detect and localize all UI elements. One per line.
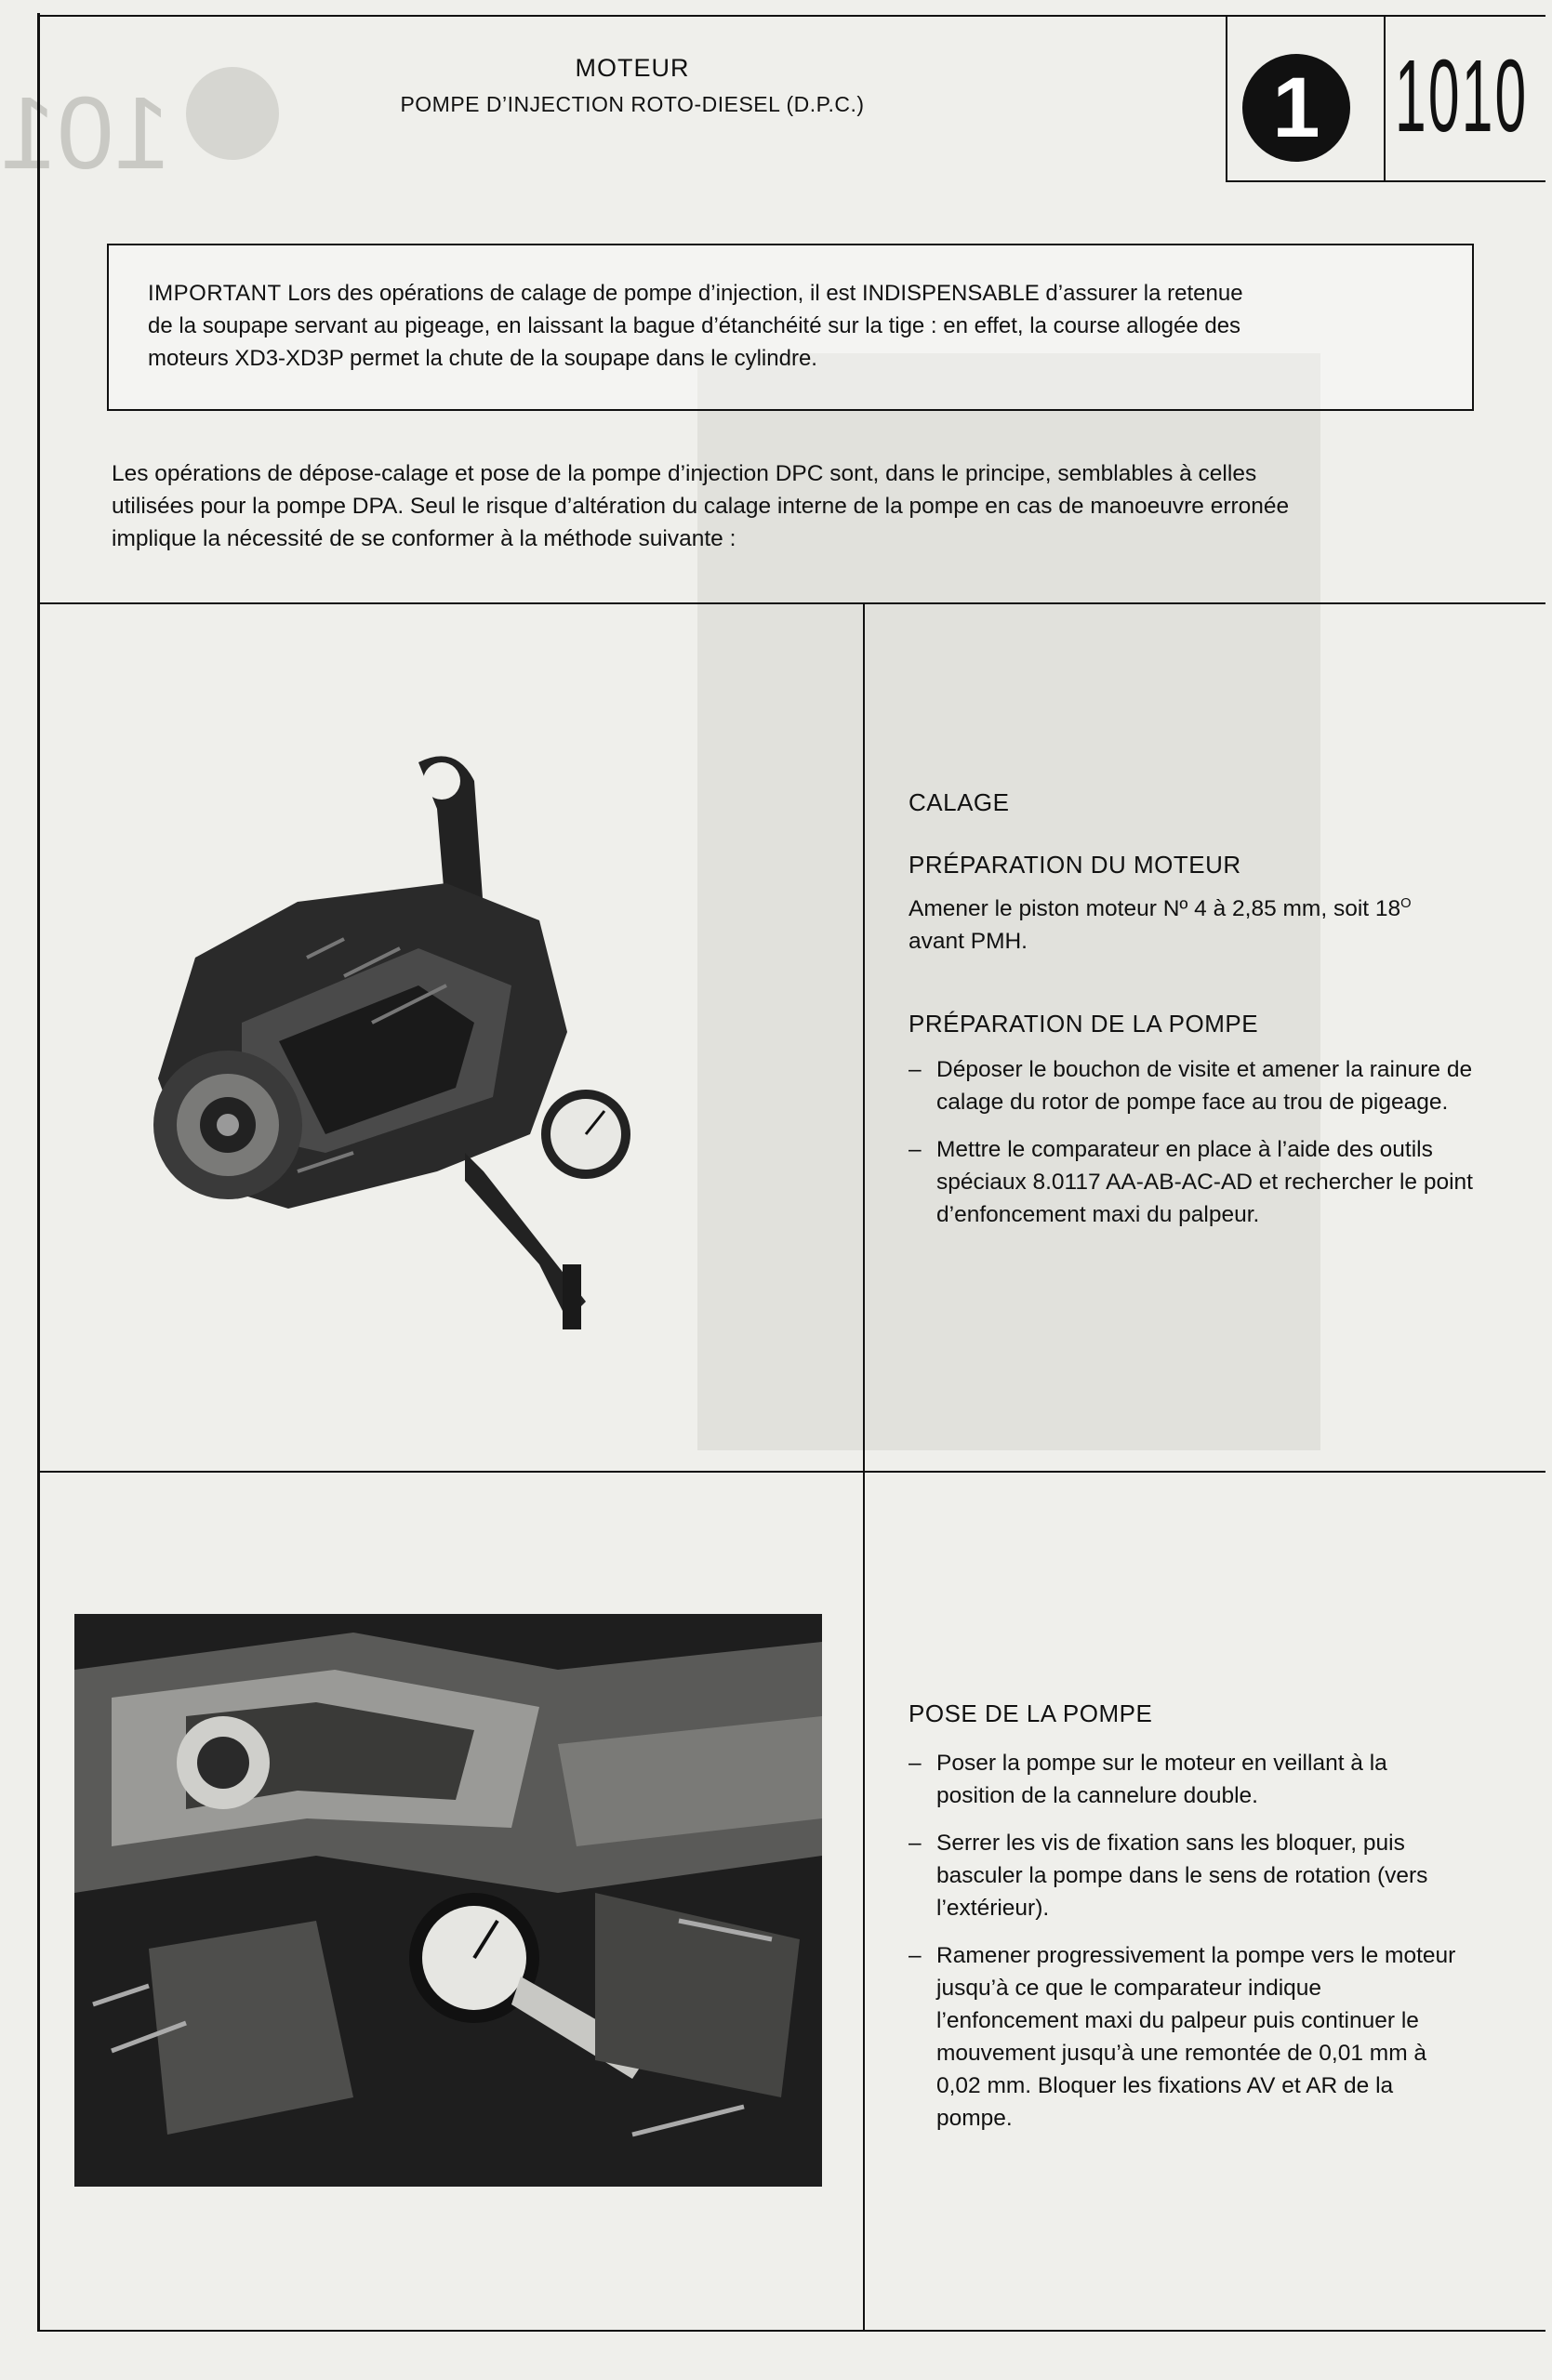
prep-pompe-step-2: – Mettre le comparateur en place à l’aide des outils spéciaux 8.0117 AA-AB-AC-AD et rechercher le point d’enfoncement maxi du palpeur.: [909, 1133, 1504, 1231]
prep-pompe-title: PRÉPARATION DE LA POMPE: [909, 1010, 1259, 1038]
page-subtitle: POMPE D’INJECTION ROTO-DIESEL (D.P.C.): [400, 92, 865, 116]
pose-steps: [909, 1747, 1466, 2135]
section-title: MOTEUR: [575, 54, 690, 82]
prep-moteur-line-1: Amener le piston moteur Nº 4 à 2,85 mm, soit 18: [909, 896, 1401, 921]
pose-step-3: – Ramener progressivement la pompe vers le moteur jusqu’à ce que le comparateur indique l’enfoncement maxi du palpeur puis continuer le mouvement jusqu’à une remontée de 0,01 mm à 0,02 mm. Bloquer les fixations AV et AR de la pompe.: [909, 1939, 1466, 2135]
important-keyword: IMPORTANT: [148, 281, 282, 306]
important-line-1: Lors des opérations de calage de pompe d’injection, il est INDISPENSABLE d’assurer la retenue: [281, 281, 1243, 306]
prep-pompe-step-1: – Déposer le bouchon de visite et amener la rainure de calage du rotor de pompe face au trou de pigeage.: [909, 1053, 1504, 1118]
pose-step-1: – Poser la pompe sur le moteur en veillant à la position de la cannelure double.: [909, 1747, 1466, 1812]
pump-on-engine-photo: [74, 1614, 822, 2187]
header-top-rule: [37, 15, 1545, 17]
intro-line-1: Les opérations de dépose-calage et pose de la pompe d’injection DPC sont, dans le principe, semblables à celles: [112, 461, 1257, 486]
header-divider-right: [1384, 15, 1386, 182]
important-line-3: moteurs XD3-XD3P permet la chute de la soupape dans le cylindre.: [148, 346, 817, 371]
page-bottom-rule: [37, 2330, 1545, 2332]
row-rule-1: [37, 602, 1545, 604]
injection-pump-photo: [139, 744, 716, 1339]
prep-moteur-title: PRÉPARATION DU MOTEUR: [909, 851, 1241, 879]
page-header: [37, 19, 1227, 117]
chapter-number-badge: 1: [1242, 54, 1350, 162]
column-divider: [863, 602, 865, 2332]
prep-moteur-line-2: avant PMH.: [909, 929, 1028, 954]
important-notice: [107, 244, 1474, 411]
calage-title: CALAGE: [909, 788, 1010, 816]
prep-moteur-text: [909, 892, 1513, 958]
intro-paragraph: [112, 457, 1469, 555]
intro-line-2: utilisées pour la pompe DPA. Seul le risque d’altération du calage interne de la pompe en cas de manoeuvre erronée: [112, 494, 1290, 519]
row-rule-2: [37, 1471, 1545, 1473]
prep-pompe-steps: [909, 1053, 1504, 1231]
page-code: 1010: [1395, 39, 1529, 153]
intro-line-3: implique la nécessité de se conformer à la méthode suivante :: [112, 526, 736, 551]
degree-sign: O: [1400, 895, 1412, 911]
header-bottom-rule: [1226, 180, 1545, 182]
bleed-through-page-number: 101: [0, 76, 171, 191]
pose-step-2: – Serrer les vis de fixation sans les bloquer, puis basculer la pompe dans le sens de rotation (vers l’extérieur).: [909, 1827, 1466, 1924]
pose-section: [909, 1698, 1466, 2149]
calage-section: [909, 787, 1513, 1246]
important-line-2: de la soupape servant au pigeage, en laissant la bague d’étanchéité sur la tige : en effet, la course allogée des: [148, 313, 1241, 338]
pose-title: POSE DE LA POMPE: [909, 1699, 1153, 1727]
